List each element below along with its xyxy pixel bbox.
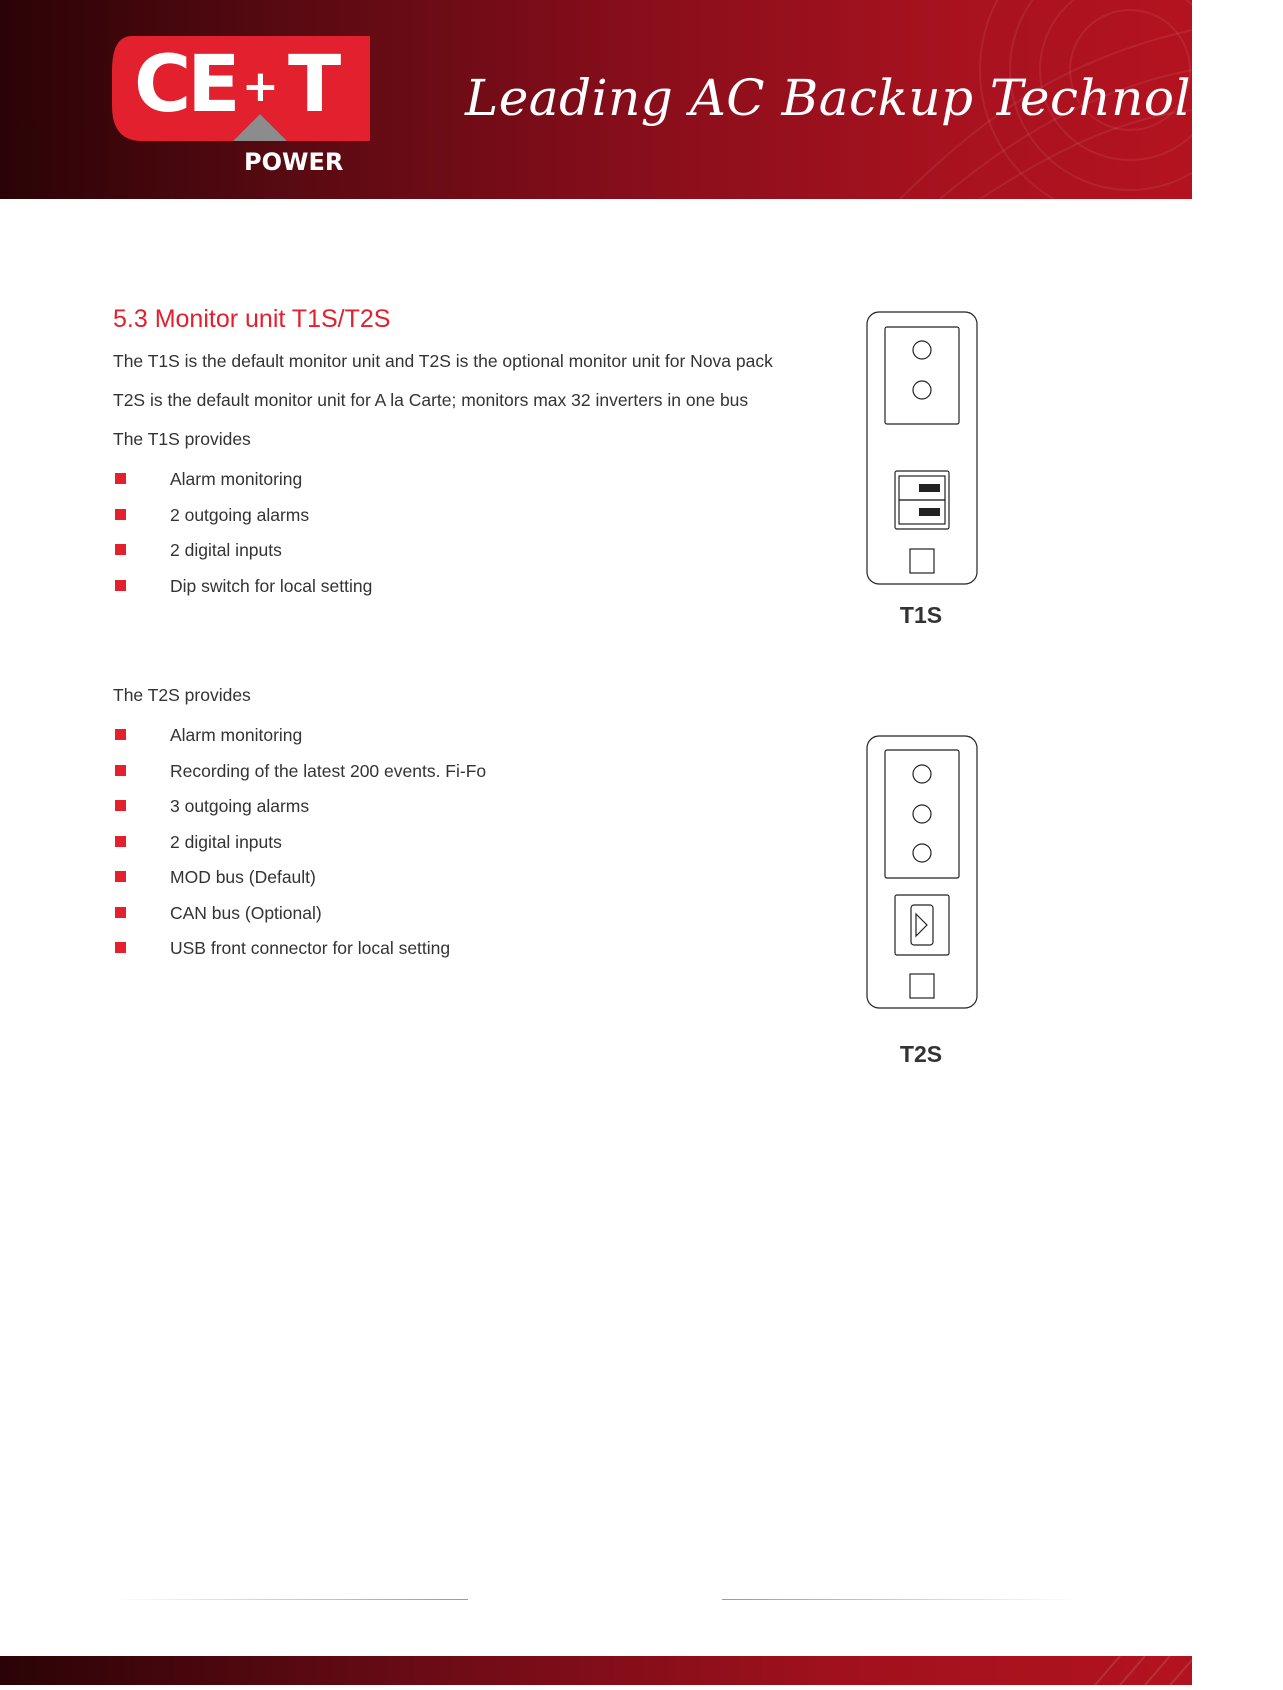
svg-text:POWER: POWER xyxy=(244,148,344,176)
t1s-heading: The T1S provides xyxy=(113,429,251,449)
t2s-housing xyxy=(867,736,977,1008)
bullet-square-icon xyxy=(115,765,126,776)
t2s-led-icon xyxy=(913,805,931,823)
svg-text:CE: CE xyxy=(134,40,237,130)
t2s-usb-frame xyxy=(895,895,949,955)
page-footer-bar xyxy=(0,1656,1192,1685)
t1s-monitor-unit-diagram xyxy=(864,311,980,587)
svg-text:T: T xyxy=(288,40,342,130)
t1s-led-icon xyxy=(913,341,931,359)
bullet-square-icon xyxy=(115,580,126,591)
t1s-button-square xyxy=(910,549,934,573)
header-tagline: Leading AC Backup Technology xyxy=(465,69,1283,127)
page-header xyxy=(0,0,1283,199)
footer-decoration xyxy=(0,1656,1192,1685)
svg-text:+: + xyxy=(242,61,279,112)
t1s-dip-toggle xyxy=(919,484,940,492)
bullet-square-icon xyxy=(115,907,126,918)
t1s-dip-toggle xyxy=(919,508,940,516)
usb-arrow-icon xyxy=(916,914,927,936)
t2s-button-square xyxy=(910,974,934,998)
t1s-housing xyxy=(867,312,977,584)
t1s-caption: T1S xyxy=(899,602,943,628)
t2s-heading: The T2S provides xyxy=(113,685,251,705)
t2s-led-icon xyxy=(913,844,931,862)
bullet-square-icon xyxy=(115,836,126,847)
intro-line-1: The T1S is the default monitor unit and T2S is the optional monitor unit for Nova pack xyxy=(113,351,773,371)
bullet-square-icon xyxy=(115,942,126,953)
t1s-led-icon xyxy=(913,381,931,399)
bullet-square-icon xyxy=(115,509,126,520)
section-title: 5.3 Monitor unit T1S/T2S xyxy=(113,305,391,333)
intro-line-2: T2S is the default monitor unit for A la Carte; monitors max 32 inverters in one bus xyxy=(113,390,749,410)
usb-port-icon xyxy=(911,905,933,945)
bullet-square-icon xyxy=(115,544,126,555)
bullet-square-icon xyxy=(115,473,126,484)
bullet-square-icon xyxy=(115,729,126,740)
bullet-square-icon xyxy=(115,800,126,811)
t2s-monitor-unit-diagram xyxy=(864,735,980,1011)
ce-t-power-logo xyxy=(112,26,376,174)
footer-rule-right xyxy=(722,1599,1077,1600)
footer-rule-left xyxy=(113,1599,468,1600)
t2s-led-panel xyxy=(885,750,959,878)
t2s-led-icon xyxy=(913,765,931,783)
t2s-caption: T2S xyxy=(899,1041,943,1067)
bullet-square-icon xyxy=(115,871,126,882)
